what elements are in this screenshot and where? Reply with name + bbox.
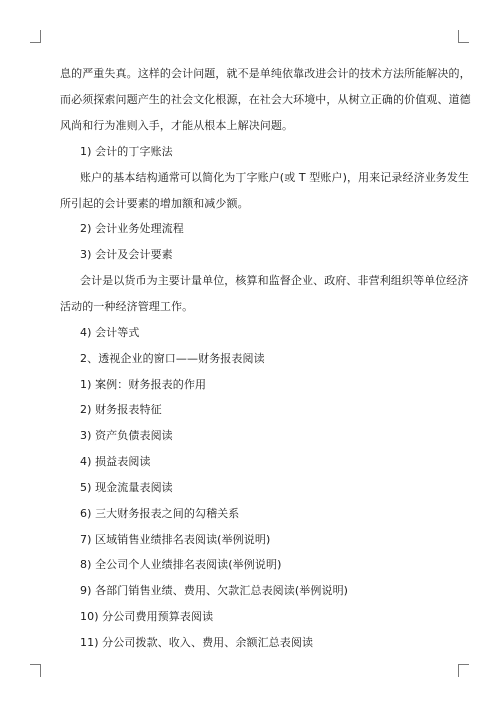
- list-item: 11) 分公司拨款、收入、费用、余额汇总表阅读: [80, 636, 314, 649]
- crop-mark-top-right: [458, 30, 469, 43]
- list-item: 7) 区域销售业绩排名表阅读(举例说明): [80, 533, 271, 546]
- list-item: 3) 会计及会计要素: [80, 248, 173, 261]
- crop-mark-bottom-right: [458, 664, 469, 677]
- list-item: 4) 会计等式: [80, 326, 140, 339]
- list-item: 9) 各部门销售业绩、费用、欠款汇总表阅读(举例说明): [80, 584, 349, 597]
- paragraph-line: 账户的基本结构通常可以简化为丁字账户(或 T 型账户)，用来记录经济业务发生: [80, 171, 470, 184]
- section-heading: 2、透视企业的窗口——财务报表阅读: [80, 352, 265, 365]
- paragraph-line: 而必须探索问题产生的社会文化根源，在社会大环境中，从树立正确的价值观、道德: [60, 93, 471, 106]
- list-item: 5) 现金流量表阅读: [80, 481, 173, 494]
- paragraph-line: 所引起的会计要素的增加额和减少额。: [60, 197, 249, 210]
- list-item: 6) 三大财务报表之间的勾稽关系: [80, 507, 240, 520]
- paragraph-line: 会计是以货币为主要计量单位，核算和监督企业、政府、非营利组织等单位经济: [80, 274, 469, 287]
- crop-mark-top-left: [30, 30, 41, 43]
- list-item: 8) 全公司个人业绩排名表阅读(举例说明): [80, 558, 282, 571]
- list-item: 2) 财务报表特征: [80, 403, 162, 416]
- list-item: 1) 案例：财务报表的作用: [80, 378, 207, 391]
- list-item: 3) 资产负债表阅读: [80, 429, 173, 442]
- paragraph-line: 息的严重失真。这样的会计问题，就不是单纯依靠改进会计的技术方法所能解决的，: [60, 67, 471, 80]
- list-item: 4) 损益表阅读: [80, 455, 151, 468]
- list-item: 10) 分公司费用预算表阅读: [80, 610, 214, 623]
- paragraph-line: 活动的一种经济管理工作。: [60, 300, 194, 313]
- list-item: 2) 会计业务处理流程: [80, 222, 184, 235]
- crop-mark-bottom-left: [30, 664, 41, 677]
- paragraph-line: 风尚和行为准则入手，才能从根本上解决问题。: [60, 119, 294, 132]
- list-item: 1) 会计的丁字账法: [80, 145, 173, 158]
